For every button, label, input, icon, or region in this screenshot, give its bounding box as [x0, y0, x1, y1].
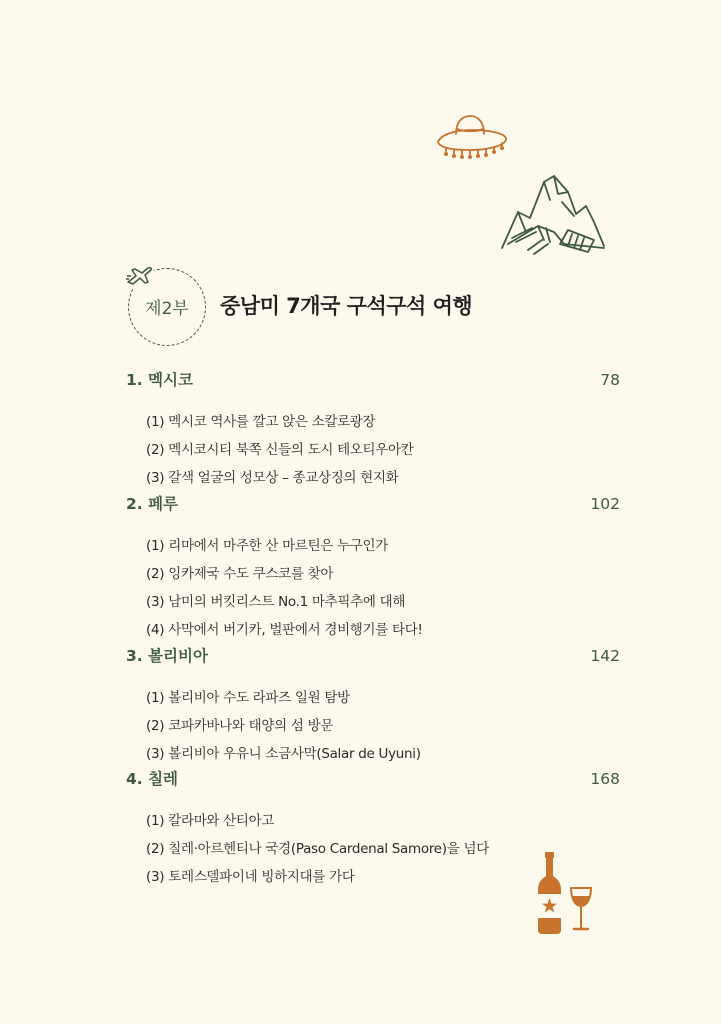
section-item[interactable]: (2) 칠레·아르헨티나 국경(Paso Cardenal Samore)을 넘다	[146, 841, 489, 857]
section-list	[126, 807, 620, 891]
section-item[interactable]: (3) 볼리비아 우유니 소금사막(Salar de Uyuni)	[146, 746, 421, 762]
wine-glass-icon	[571, 888, 591, 929]
chapter-heading[interactable]	[126, 644, 620, 666]
section-item[interactable]: (2) 잉카제국 수도 쿠스코를 찾아	[146, 566, 334, 582]
chapter-title: 2. 페루	[126, 495, 179, 513]
section-item[interactable]: (2) 코파카바나와 태양의 섬 방문	[146, 718, 334, 734]
chapter-block	[126, 492, 620, 644]
chapter-page-number: 142	[590, 647, 620, 665]
sombrero-icon	[432, 112, 512, 164]
section-item[interactable]: (1) 칼라마와 산티아고	[146, 813, 275, 829]
section-item[interactable]: (1) 볼리비아 수도 라파즈 일원 탐방	[146, 690, 350, 706]
plane-icon	[124, 262, 154, 288]
chapter-title: 4. 칠레	[126, 770, 179, 788]
section-item[interactable]: (3) 갈색 얼굴의 성모상 – 종교상징의 현지화	[146, 470, 399, 486]
mountain-ruins-icon	[498, 170, 610, 260]
section-item[interactable]: (2) 멕시코시티 북쪽 신들의 도시 테오티우아칸	[146, 442, 414, 458]
section-list	[126, 408, 620, 492]
part-title: 중남미 7개국 구석구석 여행	[220, 294, 473, 318]
section-item[interactable]: (4) 사막에서 버기카, 벌판에서 경비행기를 타다!	[146, 622, 423, 638]
chapter-block	[126, 644, 620, 768]
section-item[interactable]: (1) 멕시코 역사를 깔고 앉은 소칼로광장	[146, 414, 376, 430]
chapter-title: 3. 볼리비아	[126, 647, 208, 665]
chapter-heading[interactable]	[126, 368, 620, 390]
chapter-heading[interactable]	[126, 767, 620, 789]
section-list	[126, 684, 620, 768]
part-badge-label: 제2부	[145, 299, 189, 319]
section-list	[126, 532, 620, 644]
section-item[interactable]: (3) 남미의 버킷리스트 No.1 마추픽추에 대해	[146, 594, 406, 610]
chapter-page-number: 78	[600, 371, 620, 389]
chapter-block	[126, 767, 620, 891]
section-item[interactable]: (1) 리마에서 마주한 산 마르틴은 누구인가	[146, 538, 389, 554]
chapter-title: 1. 멕시코	[126, 371, 193, 389]
chapter-heading[interactable]	[126, 492, 620, 514]
section-item[interactable]: (3) 토레스델파이네 빙하지대를 가다	[146, 869, 355, 885]
chapter-page-number: 168	[590, 770, 620, 788]
chapter-page-number: 102	[590, 495, 620, 513]
chapter-block	[126, 368, 620, 492]
